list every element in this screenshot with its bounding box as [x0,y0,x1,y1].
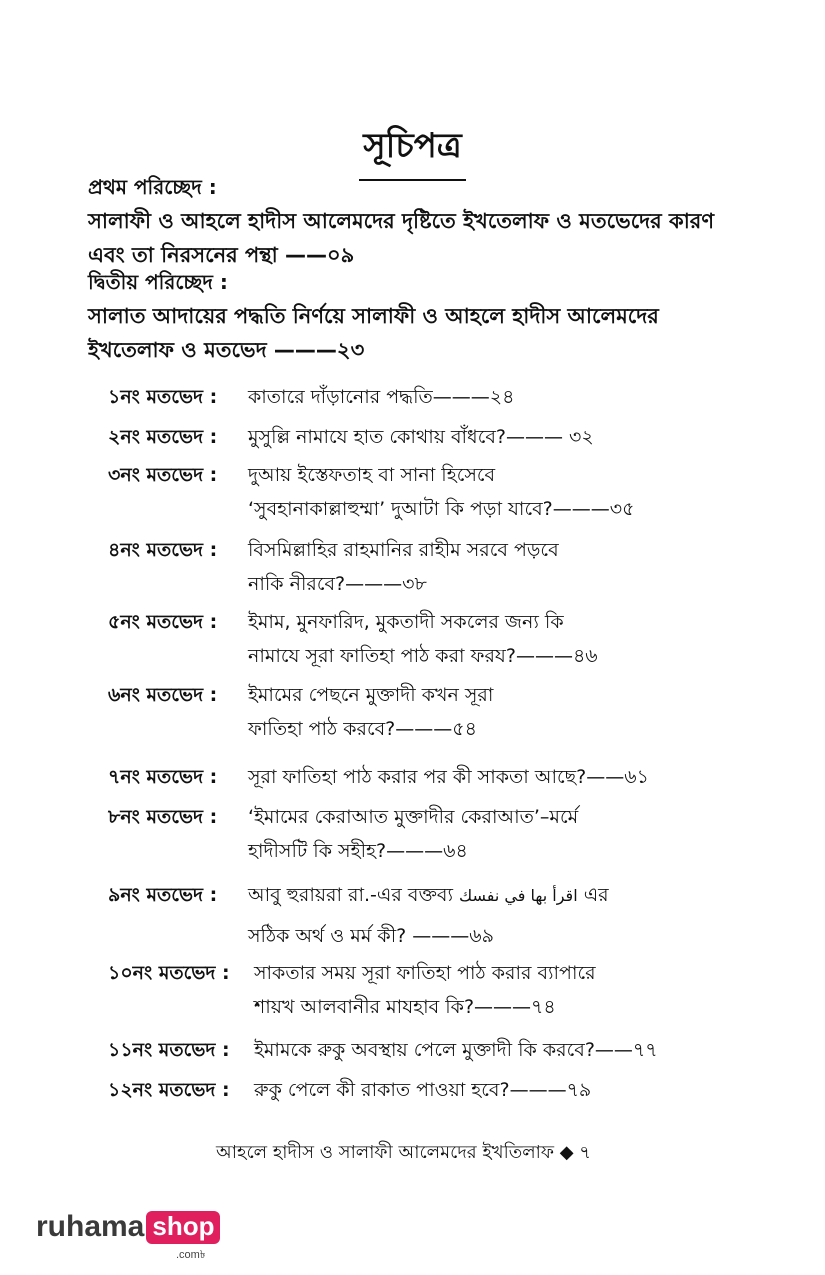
entry-title-line-1: সাকতার সময় সূরা ফাতিহা পাঠ করার ব্যাপারে [254,962,596,984]
entry-title-line-2: নামাযে সূরা ফাতিহা পাঠ করা ফরয?———৪৬ [248,645,598,667]
entry-label: ৮নং মতভেদ : [108,806,218,828]
logo-word-ruhama: ruhama [36,1210,145,1243]
entry-title-line-2: শায়খ আলবানীর মাযহাব কি?———৭৪ [254,996,556,1018]
entry-title-text-end: এর [577,884,609,906]
entry-title: রুকু পেলে কী রাকাত পাওয়া হবে?———৭৯ [254,1079,592,1101]
entry-title-line-1: দুআয় ইস্তেফতাহ বা সানা হিসেবে [248,464,496,486]
entry-title-line-2: ‘সুবহানাকাল্লাহুম্মা’ দুআটা কি পড়া যাবে?———৩৫ [248,498,635,520]
entry-title-line-2: হাদীসটি কি সহীহ?———৬৪ [248,840,468,862]
entry-label: ২নং মতভেদ : [108,426,218,448]
entry-label: ৬নং মতভেদ : [108,684,218,706]
entry-label: ১নং মতভেদ : [108,386,218,408]
arabic-quote: اقرأ بها في نفسك [459,886,578,905]
chapter-2-heading: দ্বিতীয় পরিচ্ছেদ : [88,270,228,294]
entry-title: সূরা ফাতিহা পাঠ করার পর কী সাকতা আছে?——৬১ [248,766,649,788]
ruhamashop-logo [36,1210,220,1261]
logo-word-shop: shop [146,1211,220,1244]
entry-label: ৫নং মতভেদ : [108,611,218,633]
title-text: সূচিপত্র [359,120,466,181]
entry-title-line-1: বিসমিল্লাহির রাহমানির রাহীম সরবে পড়বে [248,539,559,561]
entry-label: ৯নং মতভেদ : [108,884,218,906]
entry-title-line-1: ইমামের পেছনে মুক্তাদী কখন সূরা [248,684,494,706]
entry-title-line-2: ফাতিহা পাঠ করবে?———৫৪ [248,718,477,740]
entry-title-text: আবু হুরায়রা রা.-এর বক্তব্য [248,884,460,906]
entry-label: ৭নং মতভেদ : [108,766,218,788]
entry-label: ১২নং মতভেদ : [108,1079,230,1101]
entry-title: ইমামকে রুকু অবস্থায় পেলে মুক্তাদী কি করবে?——৭৭ [254,1039,658,1061]
entry-title-line-2: সঠিক অর্থ ও মর্ম কী? ———৬৯ [248,925,494,947]
entry-title-line-2: নাকি নীরবে?———৩৮ [248,573,427,595]
chapter-1-title-line-2: এবং তা নিরসনের পন্থা ——০৯ [88,243,355,267]
entry-title: কাতারে দাঁড়ানোর পদ্ধতি———২৪ [248,386,515,408]
entry-label: ৩নং মতভেদ : [108,464,218,486]
chapter-1-heading: প্রথম পরিচ্ছেদ : [88,175,217,199]
entry-title-line-1 [248,878,609,913]
chapter-2-title-line-1: সালাত আদায়ের পদ্ধতি নির্ণয়ে সালাফী ও আহলে হাদীস আলেমদের [88,304,659,328]
entry-title-line-1: ‘ইমামের কেরাআত মুক্তাদীর কেরাআত’–মর্মে [248,806,579,828]
chapter-1 [88,170,714,272]
entry-title-line-1: ইমাম, মুনফারিদ, মুকতাদী সকলের জন্য কি [248,611,564,633]
entry-label: ১০নং মতভেদ : [108,962,230,984]
logo-domain: .com৳ [176,1249,206,1261]
entry-label: ১১নং মতভেদ : [108,1039,230,1061]
running-footer: আহলে হাদীস ও সালাফী আলেমদের ইখতিলাফ ◆ ৭ [216,1142,592,1163]
entry-title: মুসুল্লি নামাযে হাত কোথায় বাঁধবে?——— ৩২ [248,426,594,448]
chapter-2-title-line-2: ইখতেলাফ ও মতভেদ ———২৩ [88,338,365,362]
chapter-1-title-line-1: সালাফী ও আহলে হাদীস আলেমদের দৃষ্টিতে ইখতেলাফ ও মতভেদের কারণ [88,209,715,233]
entry-label: ৪নং মতভেদ : [108,539,218,561]
chapter-2 [88,265,659,367]
